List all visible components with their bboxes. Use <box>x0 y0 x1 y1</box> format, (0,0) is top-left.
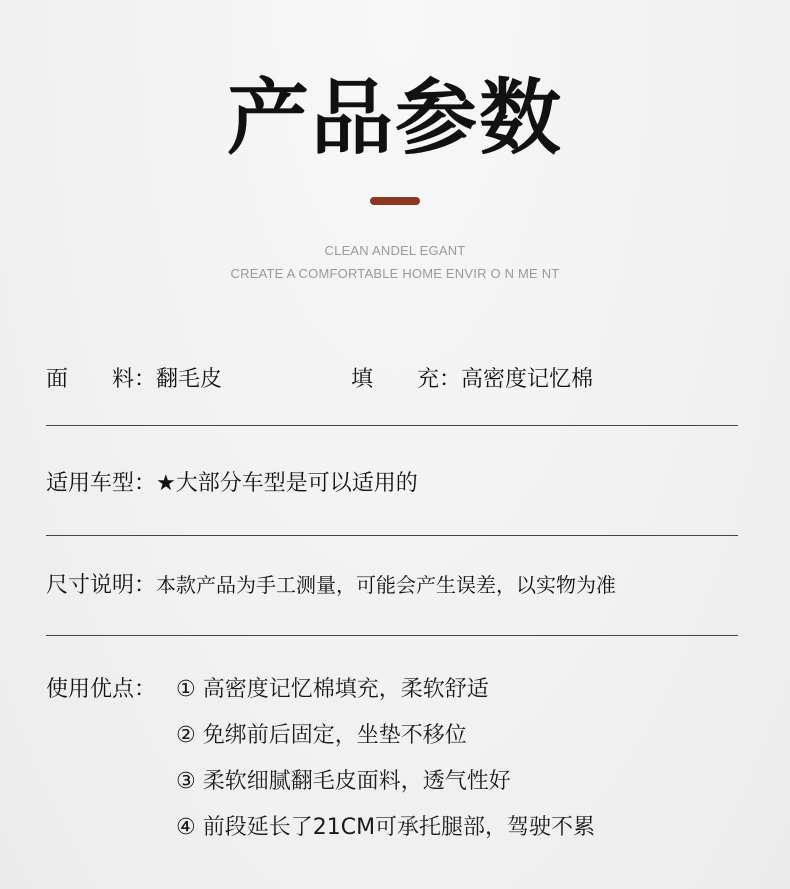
vehicle-label: 适用车型： <box>46 471 157 496</box>
benefit-item: ① 高密度记忆棉填充，柔软舒适 <box>176 677 489 702</box>
vehicle-row <box>46 473 418 495</box>
benefit-item: ④ 前段延长了21CM可承托腿部，驾驶不累 <box>176 815 596 840</box>
benefits-row <box>46 679 156 701</box>
size-value: 本款产品为手工测量，可能会产生误差，以实物为准 <box>156 573 617 597</box>
divider <box>46 635 738 636</box>
size-label: 尺寸说明： <box>46 573 157 598</box>
filling-value: 高密度记忆棉 <box>461 367 594 392</box>
filling-label: 填 充： <box>351 367 462 392</box>
filling-row <box>351 369 593 391</box>
accent-bar <box>370 197 420 205</box>
divider <box>46 535 738 536</box>
page-title: 产品参数 <box>226 71 563 166</box>
subtitle-line-2: CREATE A COMFORTABLE HOME ENVIR O N ME NT <box>230 266 560 281</box>
divider <box>46 425 738 426</box>
material-row <box>46 369 222 391</box>
material-value: 翻毛皮 <box>156 367 223 392</box>
subtitle-line-1: CLEAN ANDEL EGANT <box>324 243 466 258</box>
vehicle-value: ★大部分车型是可以适用的 <box>156 471 418 496</box>
benefits-label: 使用优点： <box>46 677 157 702</box>
material-label: 面 料： <box>46 367 157 392</box>
size-row <box>46 575 616 597</box>
benefit-item: ② 免绑前后固定，坐垫不移位 <box>176 723 467 748</box>
benefit-item: ③ 柔软细腻翻毛皮面料，透气性好 <box>176 769 511 794</box>
